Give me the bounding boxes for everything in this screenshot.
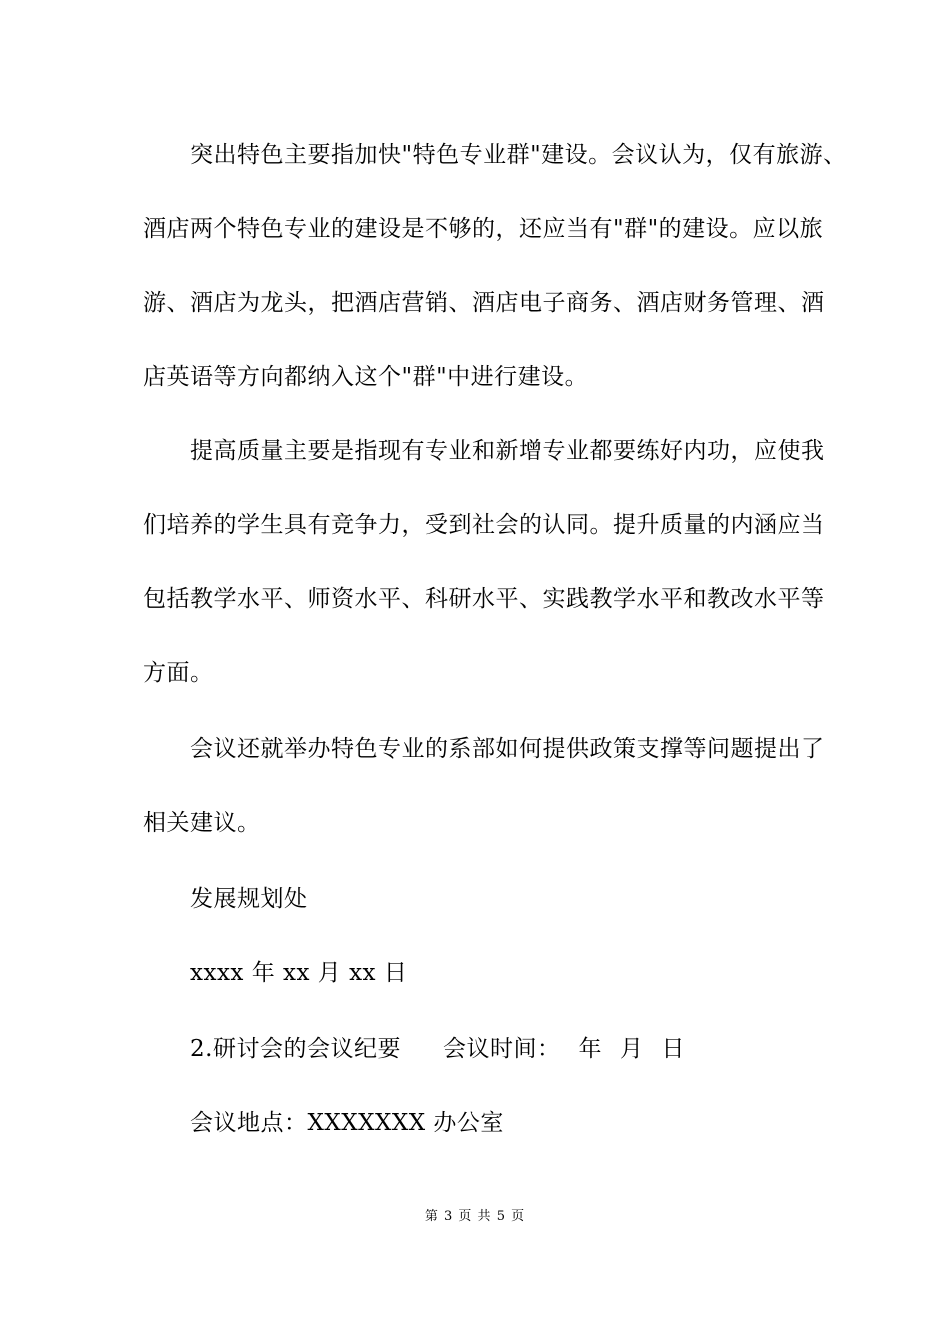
paragraph-2-line-1: 提高质量主要是指现有专业和新增专业都要练好内功，应使我 [190,438,825,464]
signature-department: 发展规划处 [190,886,308,912]
paragraph-2-line-3: 包括教学水平、师资水平、科研水平、实践教学水平和教改水平等 [143,586,825,612]
meeting-time-month: 月 [619,1036,644,1062]
paragraph-2-line-4: 方面。 [143,660,214,686]
meeting-time-day: 日 [661,1036,685,1062]
signature-date: xxxx 年 xx 月 xx 日 [190,960,408,986]
meeting-time-label: 会议时间： [442,1036,561,1062]
page-footer: 第 3 页 共 5 页 [424,1209,526,1224]
paragraph-1-line-1: 突出特色主要指加快"特色专业群"建设。会议认为，仅有旅游、 [190,142,847,168]
paragraph-3-line-2: 相关建议。 [143,810,261,836]
paragraph-1-line-2: 酒店两个特色专业的建设是不够的，还应当有"群"的建设。应以旅 [143,216,824,242]
paragraph-2-line-2: 们培养的学生具有竞争力，受到社会的认同。提升质量的内涵应当 [143,512,825,538]
meeting-location: 会议地点：XXXXXXX 办公室 [190,1110,504,1136]
section-2-title: 2.研讨会的会议纪要 [190,1036,401,1062]
meeting-time-year: 年 [578,1036,602,1062]
paragraph-1-line-4: 店英语等方向都纳入这个"群"中进行建设。 [143,364,589,390]
section-2-heading [190,1034,890,1064]
paragraph-3-line-1: 会议还就举办特色专业的系部如何提供政策支撑等问题提出了 [190,736,825,762]
paragraph-1-line-3: 游、酒店为龙头，把酒店营销、酒店电子商务、酒店财务管理、酒 [143,290,825,316]
